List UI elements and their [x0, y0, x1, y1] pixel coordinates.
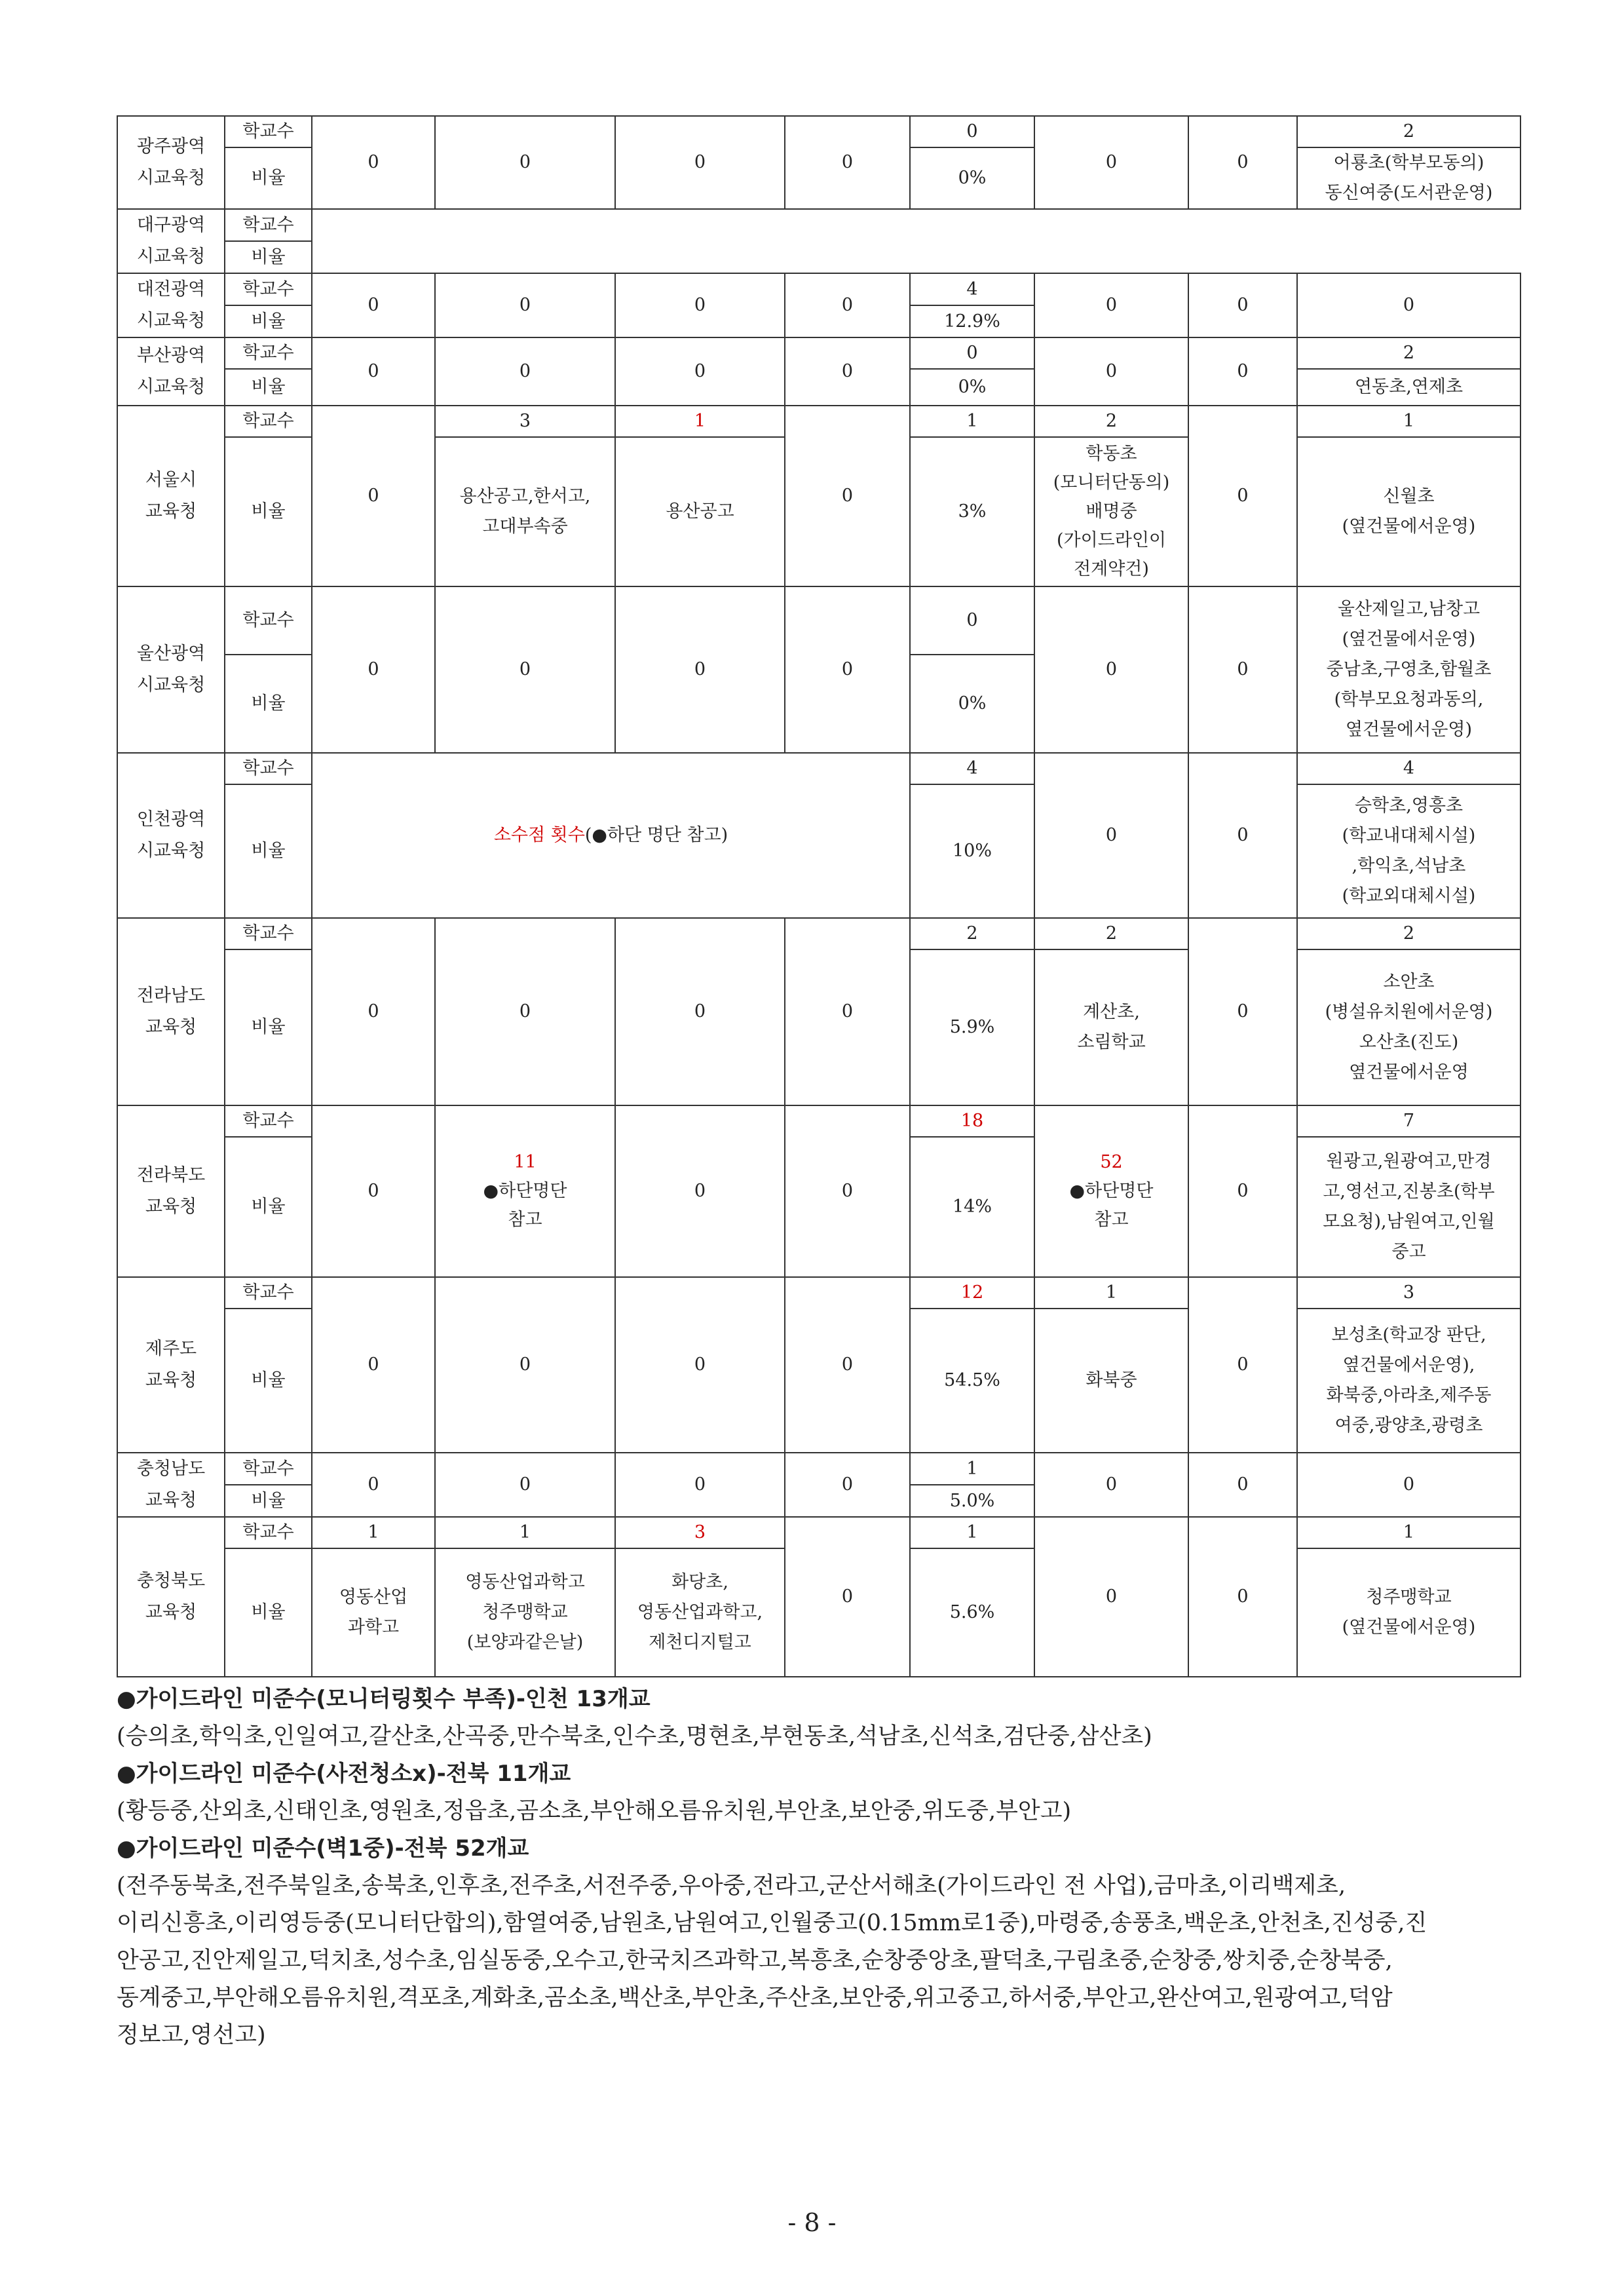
label-count: 학교수	[225, 918, 312, 949]
value-cell: 0	[435, 273, 615, 337]
region-line: 대구광역	[136, 215, 206, 235]
label-count: 학교수	[225, 209, 312, 241]
detail-line: 화북중,아라초,제주동	[1326, 1385, 1492, 1406]
table-row	[117, 209, 1520, 241]
region-cell	[117, 1277, 225, 1453]
value-cell: 0	[615, 1105, 785, 1277]
label-count: 학교수	[225, 116, 312, 147]
region-cell	[117, 1517, 225, 1677]
detail-line: ●하단명단	[483, 1181, 567, 1201]
region-cell	[117, 337, 225, 406]
value-cell: 0	[785, 406, 910, 586]
label-rate: 비율	[225, 1309, 312, 1453]
count-cell: 2	[1297, 116, 1520, 147]
region-line: 울산광역	[136, 643, 206, 664]
value-cell: 0	[1297, 1453, 1520, 1517]
value-cell: 0	[312, 406, 435, 586]
table-row	[117, 406, 1520, 437]
detail-cell	[1034, 949, 1188, 1105]
region-line: 시교육청	[136, 311, 206, 331]
detail-line: 울산제일고,남창고	[1337, 599, 1481, 619]
region-cell	[117, 406, 225, 586]
region-cell	[117, 586, 225, 753]
inline-note-text: (●하단 명단 참고)	[584, 825, 728, 845]
detail-line: (병설유치원에서운영)	[1325, 1002, 1493, 1022]
detail-line: (모니터단동의)	[1053, 472, 1170, 493]
detail-line: 모요청),남원여고,인월	[1323, 1212, 1495, 1232]
label-count: 학교수	[225, 273, 312, 305]
region-cell	[117, 753, 225, 918]
detail-line: 참고	[508, 1210, 542, 1230]
table-row	[117, 1105, 1520, 1137]
detail-line: 영동산업	[339, 1587, 408, 1607]
region-line: 교육청	[145, 1602, 197, 1622]
empty-cell	[312, 241, 1520, 273]
value-cell: 0	[1188, 406, 1297, 586]
value-cell: 0	[785, 1277, 910, 1453]
value-cell: 0	[1188, 1453, 1297, 1517]
label-rate: 비율	[225, 784, 312, 918]
count-cell	[435, 1105, 615, 1277]
value-cell: 0	[1034, 116, 1188, 209]
label-rate: 비율	[225, 655, 312, 753]
value-cell: 0	[312, 1105, 435, 1277]
detail-line: 용산공고,한서고,	[459, 486, 591, 507]
detail-line: 계산초,	[1083, 1002, 1140, 1022]
detail-line: 영동산업과학고,	[637, 1602, 763, 1622]
rate-cell: 14%	[910, 1137, 1034, 1277]
label-rate: 비율	[225, 241, 312, 273]
label-rate: 비율	[225, 369, 312, 406]
region-line: 인천광역	[136, 809, 206, 830]
detail-line: 중고	[1391, 1242, 1426, 1262]
label-rate: 비율	[225, 1485, 312, 1517]
region-line: 대전광역	[136, 279, 206, 299]
count-cell: 2	[1034, 406, 1188, 437]
region-line: 교육청	[145, 501, 197, 522]
value-cell: 0	[1188, 116, 1297, 209]
rate-cell: 10%	[910, 784, 1034, 918]
value-cell: 0	[785, 1453, 910, 1517]
region-line: 부산광역	[136, 345, 206, 366]
rate-cell: 5.9%	[910, 949, 1034, 1105]
value-cell: 0	[435, 918, 615, 1105]
detail-cell	[312, 1548, 435, 1677]
value-cell: 0	[785, 337, 910, 406]
count-cell: 1	[1034, 1277, 1188, 1309]
region-cell	[117, 1105, 225, 1277]
value-cell: 0	[1188, 273, 1297, 337]
region-cell	[117, 273, 225, 337]
label-rate: 비율	[225, 437, 312, 586]
count-cell: 4	[1297, 753, 1520, 784]
label-count: 학교수	[225, 1105, 312, 1137]
rate-cell: 3%	[910, 437, 1034, 586]
detail-line: 고,영선고,진봉초(학부	[1323, 1181, 1495, 1202]
detail-line: 과학고	[347, 1617, 400, 1637]
detail-line: 어룡초(학부모동의)	[1333, 153, 1484, 173]
detail-cell	[1034, 1309, 1188, 1453]
table-row	[117, 586, 1520, 655]
detail-line: (가이드라인이	[1056, 530, 1167, 550]
detail-cell	[615, 437, 785, 586]
count-value: 11	[514, 1152, 537, 1172]
value-cell: 0	[435, 116, 615, 209]
value-cell: 0	[312, 116, 435, 209]
count-cell: 1	[435, 1517, 615, 1548]
region-cell	[117, 209, 225, 273]
count-cell: 1	[615, 406, 785, 437]
detail-line: 청주맹학교	[1366, 1587, 1452, 1607]
detail-line: 소안초	[1383, 972, 1435, 992]
count-cell: 4	[910, 753, 1034, 784]
value-cell: 0	[435, 586, 615, 753]
note-body-line: 동계중고,부안해오름유치원,격포초,계화초,곰소초,백산초,부안초,주산초,보안중,위고중고,하서중,부안고,완산여고,원광여고,덕암	[117, 1985, 1393, 2011]
detail-cell	[1297, 949, 1520, 1105]
value-cell: 0	[1188, 1277, 1297, 1453]
value-cell: 0	[1034, 337, 1188, 406]
detail-cell	[1297, 369, 1520, 406]
value-cell: 0	[435, 1277, 615, 1453]
value-cell: 0	[1188, 918, 1297, 1105]
detail-line: 소림학교	[1077, 1032, 1146, 1052]
value-cell: 0	[312, 918, 435, 1105]
detail-line: 옆건물에서운영)	[1345, 719, 1473, 740]
value-cell: 0	[312, 586, 435, 753]
detail-line: 옆건물에서운영),	[1342, 1355, 1475, 1375]
detail-cell	[1297, 1309, 1520, 1453]
page-number: - 8 -	[787, 2208, 837, 2237]
region-line: 교육청	[145, 1017, 197, 1037]
detail-line: 영동산업과학고	[465, 1572, 585, 1592]
detail-line: 참고	[1094, 1210, 1129, 1230]
value-cell: 0	[615, 918, 785, 1105]
detail-line: 학동초	[1086, 444, 1137, 464]
table-row	[117, 1453, 1520, 1485]
label-count: 학교수	[225, 337, 312, 369]
value-cell: 0	[312, 1277, 435, 1453]
detail-cell	[615, 1548, 785, 1677]
count-cell: 3	[1297, 1277, 1520, 1309]
empty-cell	[312, 209, 1520, 241]
value-cell: 0	[785, 1105, 910, 1277]
inline-note-cell	[312, 753, 910, 918]
region-line: 전라북도	[136, 1165, 206, 1185]
label-rate: 비율	[225, 949, 312, 1105]
count-cell: 12	[910, 1277, 1034, 1309]
count-cell: 18	[910, 1105, 1034, 1137]
detail-line: 옆건물에서운영	[1349, 1062, 1469, 1082]
table-row	[117, 753, 1520, 784]
table-row	[117, 337, 1520, 369]
region-line: 전라남도	[136, 985, 206, 1006]
value-cell: 0	[615, 1277, 785, 1453]
value-cell: 0	[615, 116, 785, 209]
value-cell: 0	[615, 273, 785, 337]
detail-line: 용산공고	[666, 501, 734, 522]
detail-line: ●하단명단	[1069, 1181, 1154, 1201]
label-rate: 비율	[225, 1548, 312, 1677]
detail-line: 여중,광양초,광령초	[1334, 1415, 1483, 1436]
region-cell	[117, 918, 225, 1105]
detail-line: 원광고,원광여고,만경	[1326, 1151, 1492, 1172]
detail-line: 오산초(진도)	[1359, 1032, 1459, 1052]
detail-cell	[1034, 437, 1188, 586]
label-count: 학교수	[225, 406, 312, 437]
value-cell: 0	[1297, 273, 1520, 337]
count-cell: 0	[910, 337, 1034, 369]
notes-section	[117, 1681, 1525, 2054]
count-cell: 0	[910, 586, 1034, 655]
table-row	[117, 241, 1520, 273]
count-cell: 1	[910, 1453, 1034, 1485]
value-cell: 0	[1188, 1517, 1297, 1677]
detail-line: (옆건물에서운영)	[1342, 629, 1476, 649]
count-cell: 2	[1297, 337, 1520, 369]
note-body-line: 정보고,영선고)	[117, 2022, 266, 2048]
region-line: 광주광역	[136, 136, 206, 157]
value-cell: 0	[1034, 273, 1188, 337]
table-row	[117, 273, 1520, 305]
count-cell: 3	[615, 1517, 785, 1548]
value-cell: 0	[785, 918, 910, 1105]
label-rate: 비율	[225, 1137, 312, 1277]
label-count: 학교수	[225, 1517, 312, 1548]
region-line: 교육청	[145, 1196, 197, 1217]
detail-line: 화당초,	[671, 1572, 728, 1592]
note-body-line: (황등중,산외초,신태인초,영원초,정읍초,곰소초,부안해오름유치원,부안초,보안중,위도중,부안고)	[117, 1798, 1072, 1824]
count-cell: 1	[910, 1517, 1034, 1548]
note-body-line: (승의초,학익초,인일여고,갈산초,산곡중,만수북초,인수초,명현초,부현동초,석남초,신석초,검단중,삼산초)	[117, 1723, 1152, 1750]
detail-line: 화북중	[1086, 1370, 1137, 1390]
detail-line: 승학초,영흥초	[1354, 795, 1463, 816]
count-cell: 2	[1034, 918, 1188, 949]
value-cell: 0	[1034, 1517, 1188, 1677]
detail-line: (옆건물에서운영)	[1342, 516, 1476, 537]
detail-line: 청주맹학교	[482, 1602, 568, 1622]
value-cell: 0	[1034, 753, 1188, 918]
label-rate: 비율	[225, 147, 312, 209]
detail-line: (학부모요청과동의,	[1334, 689, 1484, 710]
rate-cell: 54.5%	[910, 1309, 1034, 1453]
label-count: 학교수	[225, 586, 312, 655]
rate-cell: 0%	[910, 369, 1034, 406]
count-cell: 2	[1297, 918, 1520, 949]
value-cell: 0	[1188, 753, 1297, 918]
count-cell: 3	[435, 406, 615, 437]
value-cell: 0	[1034, 586, 1188, 753]
label-count: 학교수	[225, 1277, 312, 1309]
value-cell: 0	[615, 1453, 785, 1517]
value-cell: 0	[1188, 586, 1297, 753]
note-heading: ●가이드라인 미준수(모니터링횟수 부족)-인천 13개교	[117, 1686, 651, 1712]
region-line: 서울시	[145, 470, 197, 490]
detail-line: (보양과같은날)	[466, 1632, 584, 1653]
rate-cell: 0%	[910, 655, 1034, 753]
detail-line: 동신여중(도서관운영)	[1325, 183, 1493, 203]
table-row	[117, 116, 1520, 147]
value-cell: 0	[615, 337, 785, 406]
table-row	[117, 918, 1520, 949]
detail-cell	[1297, 586, 1520, 753]
region-line: 시교육청	[136, 377, 206, 397]
value-cell: 0	[785, 586, 910, 753]
detail-line: 제천디지털고	[649, 1632, 751, 1653]
note-heading: ●가이드라인 미준수(사전청소x)-전북 11개교	[117, 1761, 571, 1787]
value-cell: 0	[435, 337, 615, 406]
label-count: 학교수	[225, 1453, 312, 1485]
region-cell	[117, 1453, 225, 1517]
table-row	[117, 1277, 1520, 1309]
region-line: 시교육청	[136, 168, 206, 188]
region-line: 시교육청	[136, 841, 206, 861]
count-cell: 0	[910, 116, 1034, 147]
count-value: 52	[1100, 1152, 1123, 1172]
inline-note-highlight: 소수점 횟수	[493, 825, 585, 845]
rate-cell: 5.0%	[910, 1485, 1034, 1517]
detail-cell	[1297, 1548, 1520, 1677]
value-cell: 0	[312, 1453, 435, 1517]
rate-cell: 5.6%	[910, 1548, 1034, 1677]
count-cell: 7	[1297, 1105, 1520, 1137]
count-cell	[1034, 1105, 1188, 1277]
detail-cell	[1297, 147, 1520, 209]
detail-line: 중남초,구영초,함월초	[1326, 659, 1492, 679]
note-body-line: 안공고,진안제일고,덕치초,성수초,임실동중,오수고,한국치즈과학고,복흥초,순창중앙초,팔덕초,구림초중,순창중,쌍치중,순창북중,	[117, 1947, 1393, 1974]
value-cell: 0	[1188, 337, 1297, 406]
region-line: 교육청	[145, 1490, 197, 1510]
detail-line: 배명중	[1086, 501, 1137, 522]
region-line: 충청남도	[136, 1459, 206, 1479]
label-count: 학교수	[225, 753, 312, 784]
region-line: 교육청	[145, 1370, 197, 1390]
detail-line: 고대부속중	[482, 516, 568, 537]
table-row	[117, 1517, 1520, 1548]
count-cell: 1	[1297, 406, 1520, 437]
region-line: 충청북도	[136, 1571, 206, 1591]
detail-line: (옆건물에서운영)	[1342, 1617, 1476, 1637]
count-cell: 1	[1297, 1517, 1520, 1548]
count-cell: 4	[910, 273, 1034, 305]
note-body-line: (전주동북초,전주북일초,송북초,인후초,전주초,서전주중,우아중,전라고,군산서해초(가이드라인 전 사업),금마초,이리백제초,	[117, 1873, 1346, 1899]
value-cell: 0	[1188, 1105, 1297, 1277]
detail-line: 신월초	[1383, 486, 1435, 507]
detail-cell	[435, 1548, 615, 1677]
detail-line: ,학익초,석남초	[1351, 856, 1466, 876]
region-line: 시교육청	[136, 246, 206, 267]
count-cell: 2	[910, 918, 1034, 949]
note-heading: ●가이드라인 미준수(벽1중)-전북 52개교	[117, 1835, 529, 1862]
detail-line: 연동초,연제초	[1354, 377, 1463, 397]
detail-line: (학교외대체시설)	[1342, 886, 1476, 906]
detail-cell	[1297, 784, 1520, 918]
region-line: 시교육청	[136, 675, 206, 695]
value-cell: 0	[785, 1517, 910, 1677]
detail-cell	[1297, 1137, 1520, 1277]
value-cell: 0	[312, 337, 435, 406]
detail-cell	[435, 437, 615, 586]
label-rate: 비율	[225, 305, 312, 337]
detail-line: 보성초(학교장 판단,	[1331, 1325, 1486, 1345]
value-cell: 0	[785, 116, 910, 209]
rate-cell: 12.9%	[910, 305, 1034, 337]
detail-line: (학교내대체시설)	[1342, 826, 1476, 846]
value-cell: 0	[615, 586, 785, 753]
value-cell: 0	[1034, 1453, 1188, 1517]
value-cell: 0	[312, 273, 435, 337]
value-cell: 0	[435, 1453, 615, 1517]
note-body-line: 이리신흥초,이리영등중(모니터단합의),함열여중,남원초,남원여고,인월중고(0.15mm로1중),마령중,송풍초,백운초,안천초,진성중,진	[117, 1910, 1427, 1936]
count-cell: 1	[312, 1517, 435, 1548]
detail-line: 전계약건)	[1074, 559, 1149, 579]
school-status-table	[117, 115, 1521, 1677]
region-cell	[117, 116, 225, 209]
value-cell: 0	[785, 273, 910, 337]
rate-cell: 0%	[910, 147, 1034, 209]
count-cell: 1	[910, 406, 1034, 437]
region-line: 제주도	[145, 1339, 197, 1359]
detail-cell	[1297, 437, 1520, 586]
